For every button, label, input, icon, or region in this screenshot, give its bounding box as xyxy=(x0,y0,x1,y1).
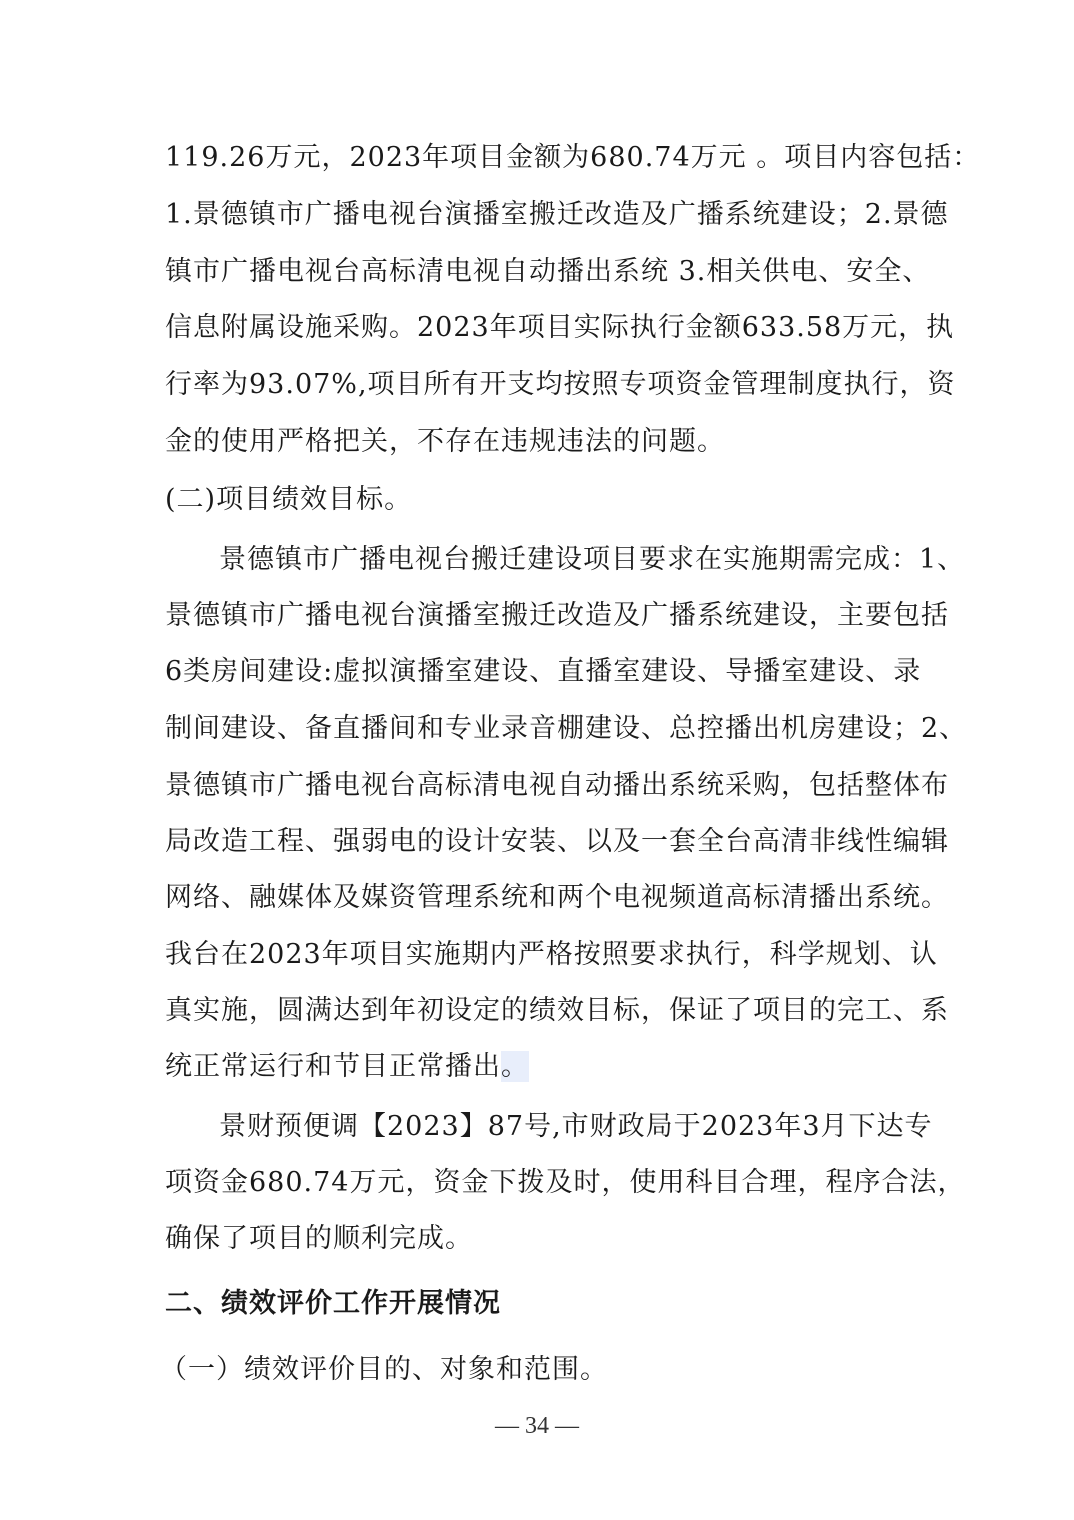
paragraph-line: 镇市广播电视台高标清电视自动播出系统 3.相关供电、安全、 xyxy=(165,256,931,287)
paragraph-line: 项资金680.74万元，资金下拨及时，使用科目合理，程序合法， xyxy=(165,1167,966,1198)
paragraph-line: 确保了项目的顺利完成。 xyxy=(165,1223,473,1254)
paragraph-line: 景德镇市广播电视台搬迁建设项目要求在实施期需完成：1、 xyxy=(219,544,966,575)
section-heading: 二、绩效评价工作开展情况 xyxy=(165,1288,501,1319)
paragraph-line: 1.景德镇市广播电视台演播室搬迁改造及广播系统建设；2.景德 xyxy=(165,199,949,230)
paragraph-line: 真实施，圆满达到年初设定的绩效目标，保证了项目的完工、系 xyxy=(165,995,949,1026)
paragraph-line: 信息附属设施采购。2023年项目实际执行金额633.58万元，执 xyxy=(165,312,955,343)
paragraph-line: 行率为93.07%,项目所有开支均按照专项资金管理制度执行，资 xyxy=(165,369,956,400)
paragraph-line: 景财预便调【2023】87号,市财政局于2023年3月下达专 xyxy=(219,1111,933,1142)
paragraph-line: 我台在2023年项目实施期内严格按照要求执行，科学规划、认 xyxy=(165,939,938,970)
paragraph-line: 局改造工程、强弱电的设计安装、以及一套全台高清非线性编辑 xyxy=(165,826,949,857)
paragraph-line: 119.26万元，2023年项目金额为680.74万元 。项目内容包括： xyxy=(165,142,981,173)
paragraph-line: 景德镇市广播电视台演播室搬迁改造及广播系统建设，主要包括 xyxy=(165,600,949,631)
paragraph-line: 制间建设、备直播间和专业录音棚建设、总控播出机房建设；2、 xyxy=(165,713,968,744)
subheading-evaluation-purpose: （一）绩效评价目的、对象和范围。 xyxy=(160,1354,608,1385)
text-selection-highlight: 。 xyxy=(501,1051,529,1082)
subheading-project-goals: (二)项目绩效目标。 xyxy=(165,484,413,515)
page-number: — 34 — xyxy=(495,1413,579,1439)
paragraph-line: 景德镇市广播电视台高标清电视自动播出系统采购，包括整体布 xyxy=(165,770,949,801)
paragraph-line: 网络、融媒体及媒资管理系统和两个电视频道高标清播出系统。 xyxy=(165,882,949,913)
paragraph-line xyxy=(165,1047,913,1087)
paragraph-line: 6类房间建设:虚拟演播室建设、直播室建设、导播室建设、录 xyxy=(165,656,922,687)
paragraph-line: 金的使用严格把关，不存在违规违法的问题。 xyxy=(165,426,725,457)
paragraph-text: 统正常运行和节目正常播出 xyxy=(165,1051,501,1082)
